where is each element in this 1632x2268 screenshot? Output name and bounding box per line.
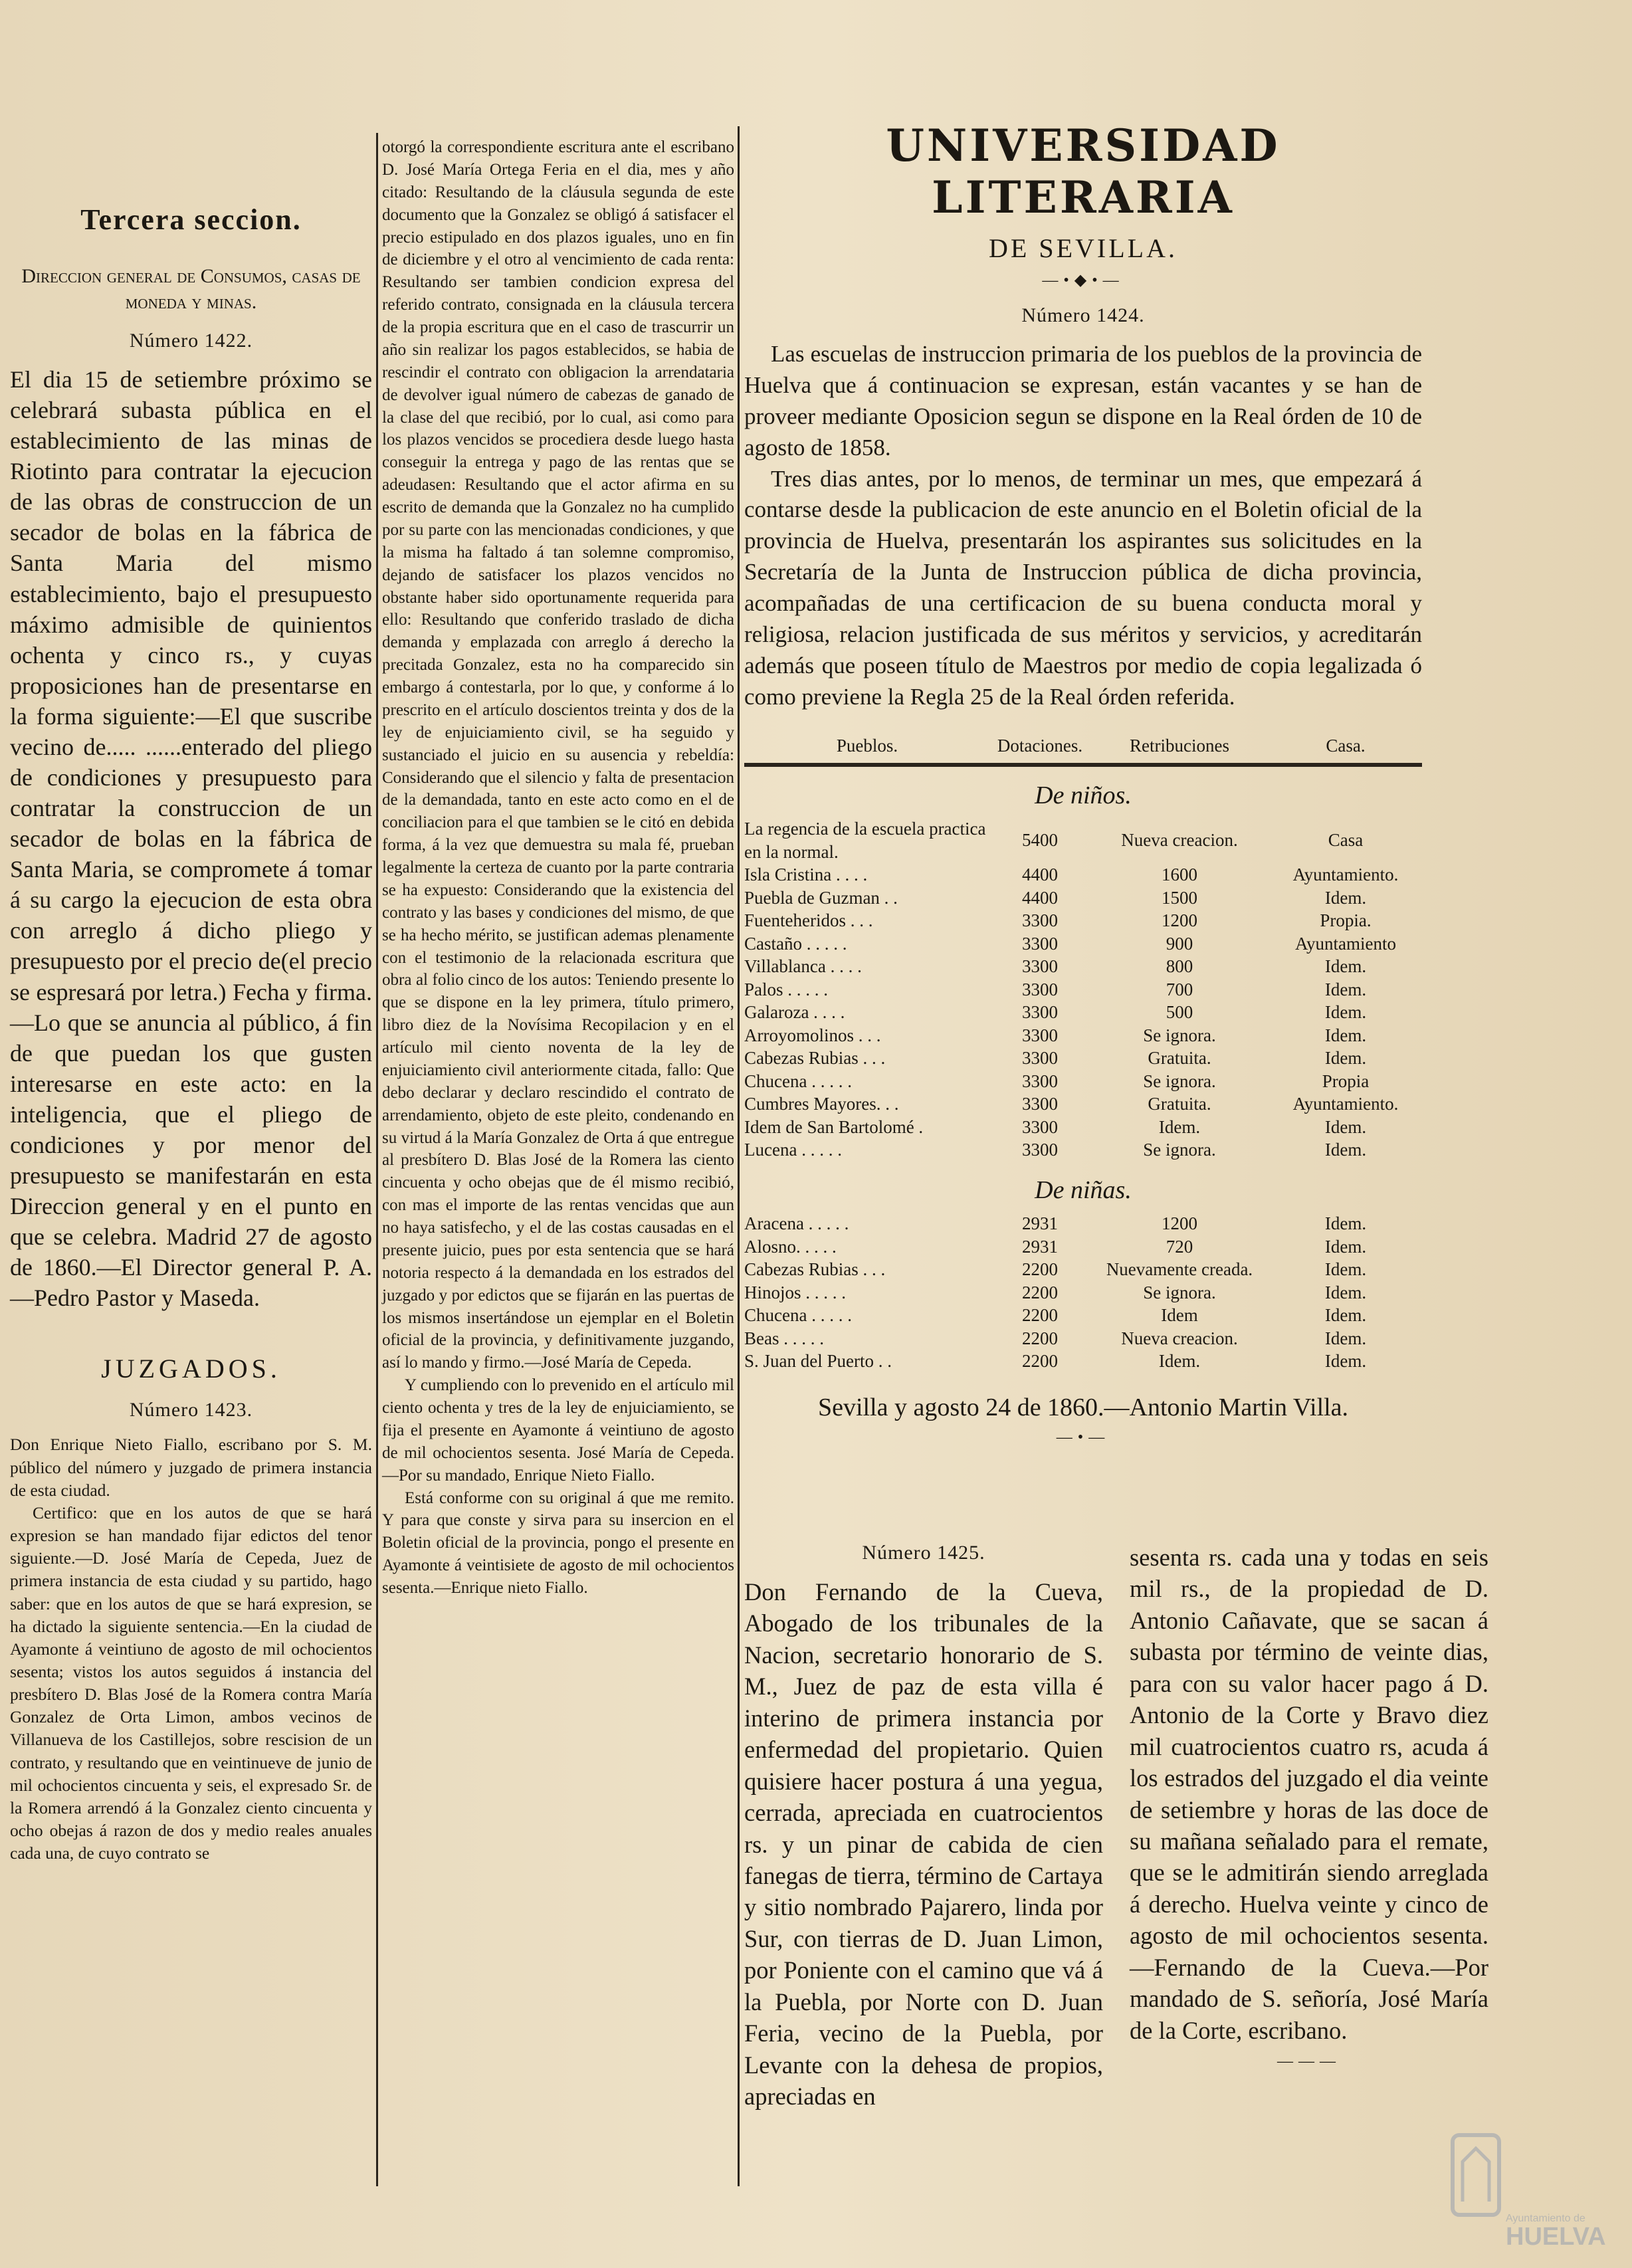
retribucion-cell: Se ignora. bbox=[1143, 1282, 1216, 1302]
notice-1425-col2 bbox=[1130, 1542, 1488, 2077]
retribucion-cell: 1200 bbox=[1162, 910, 1197, 931]
pueblo-cell: Chucena . . . . . bbox=[744, 1071, 852, 1091]
pueblo-cell: Fuenteheridos . . . bbox=[744, 910, 873, 931]
retribucion-cell: Idem. bbox=[1158, 1116, 1201, 1137]
retribucion-cell: Idem. bbox=[1158, 1351, 1201, 1372]
end-rule: ——— bbox=[1277, 2053, 1341, 2070]
table-row bbox=[744, 909, 1422, 932]
notice-number-1422: Número 1422. bbox=[129, 330, 253, 352]
casa-cell: Idem. bbox=[1324, 1259, 1367, 1280]
cueva-text-part2: sesenta rs. cada una y todas en seis mil rs., de la propiedad de D. Antonio Cañavate, que se sacan á subasta por término de veinte dias, para con su valor hacer pago á D. Antonio de la Corte y Bravo diez mil cuatrocientos cuatro rs, acuda á los estrados del juzgado el dia veinte de setiembre y horas de las doce de su mañana señalado para el remate, que se le admitirán siendo arreglada á derecho. Huelva veinte y cinco de agosto de mil ochocientos sesenta.—Fernando de la Cueva.—Por mandado de S. señoría, José María de la Corte, escribano. bbox=[1130, 1544, 1488, 2044]
left-column bbox=[10, 163, 372, 1865]
dotacion-cell: 3300 bbox=[1022, 956, 1058, 977]
dotacion-cell: 2931 bbox=[1022, 1213, 1058, 1234]
casa-cell: Propia. bbox=[1320, 910, 1372, 931]
dotacion-cell: 3300 bbox=[1022, 979, 1058, 999]
dotacion-cell: 3300 bbox=[1022, 1048, 1058, 1069]
plazo-paragraph: Tres dias antes, por lo menos, de terminar un mes, que empezará á contarse desde la publicacion de este anuncio en el Boletin oficial de la provincia de Huelva, presentarán los aspirantes sus solicitudes en la Secretaría de la Junta de Instruccion pública de dicha provincia, acompañadas de una certificacion de su buena conducta moral y religiosa, relacion justificada de sus méritos y servicios, y acreditarán además que poseen título de Maestros por medio de copia legalizada ó como previene la Regla 25 de la Real órden referida. bbox=[744, 465, 1422, 710]
seal-text-2: HUELVA bbox=[1506, 2223, 1606, 2251]
schools-table bbox=[744, 733, 1422, 1373]
pueblo-cell: Arroyomolinos . . . bbox=[744, 1025, 881, 1045]
pueblo-cell: Lucena . . . . . bbox=[744, 1140, 842, 1160]
dotacion-cell: 2200 bbox=[1022, 1305, 1058, 1326]
header-pueblos: Pueblos. bbox=[836, 735, 898, 756]
university-city: DE SEVILLA. bbox=[989, 233, 1177, 263]
category-ninos: De niños. bbox=[1035, 781, 1132, 809]
dotacion-cell: 3300 bbox=[1022, 933, 1058, 954]
table-row bbox=[744, 863, 1422, 886]
pueblo-cell: Puebla de Guzman . . bbox=[744, 887, 898, 908]
retribucion-cell: Nueva creacion. bbox=[1121, 1328, 1238, 1348]
pueblo-cell: Cabezas Rubias . . . bbox=[744, 1048, 886, 1069]
pueblo-cell: Alosno. . . . . bbox=[744, 1236, 837, 1257]
casa-cell: Idem. bbox=[1324, 979, 1367, 999]
casa-cell: Idem. bbox=[1324, 887, 1367, 908]
pueblo-cell: Villablanca . . . . bbox=[744, 956, 862, 977]
table-row bbox=[744, 978, 1422, 1001]
pueblo-cell: Idem de San Bartolomé . bbox=[744, 1116, 924, 1137]
direccion-heading: Direccion general de Consumos, casas de moneda y minas. bbox=[21, 265, 361, 313]
seal-text-1: Ayuntamiento de bbox=[1506, 2213, 1585, 2224]
retribucion-cell: Se ignora. bbox=[1143, 1140, 1216, 1160]
casa-cell: Idem. bbox=[1324, 1025, 1367, 1045]
table-row bbox=[744, 1212, 1422, 1235]
casa-cell: Idem. bbox=[1324, 1328, 1367, 1348]
pueblo-cell: Galaroza . . . . bbox=[744, 1002, 845, 1023]
retribucion-cell: 720 bbox=[1166, 1236, 1193, 1257]
pueblo-cell: Cabezas Rubias . . . bbox=[744, 1259, 886, 1280]
dotacion-cell: 3300 bbox=[1022, 1116, 1058, 1137]
table-row bbox=[744, 1047, 1422, 1070]
retribucion-cell: Se ignora. bbox=[1143, 1025, 1216, 1045]
university-title: UNIVERSIDAD LITERARIA bbox=[886, 120, 1280, 223]
table-row bbox=[744, 1304, 1422, 1327]
casa-cell: Ayuntamiento. bbox=[1292, 1094, 1399, 1114]
header-retribuciones: Retribuciones bbox=[1130, 735, 1229, 756]
casa-cell: Idem. bbox=[1324, 1282, 1367, 1302]
table-row bbox=[744, 1070, 1422, 1093]
conforme-paragraph: Está conforme con su original á que me remito. Y para que conste y sirva para su insercion en el Boletin oficial de la provincia, pongo el presente en Ayamonte á veintisiete de agosto de mil ochocientos sesenta.—Enrique nieto Fiallo. bbox=[382, 1489, 734, 1597]
seal-logo-icon bbox=[1439, 2122, 1612, 2255]
juzgados-heading: JUZGADOS. bbox=[101, 1354, 281, 1384]
header-casa: Casa. bbox=[1326, 735, 1366, 756]
retribucion-cell: 1500 bbox=[1162, 887, 1197, 908]
dotacion-cell: 3300 bbox=[1022, 910, 1058, 931]
pueblo-cell: Cumbres Mayores. . . bbox=[744, 1094, 899, 1114]
escuelas-paragraph: Las escuelas de instruccion primaria de los pueblos de la provincia de Huelva que á continuacion se expresan, están vacantes y se han de proveer mediante Oposicion segun se dispone en la Real órden de 10 de agosto de 1858. bbox=[744, 341, 1422, 461]
subasta-notice-text: El dia 15 de setiembre próximo se celebrará subasta pública en el establecimiento de las minas de Riotinto para contratar la ejecucion de las obras de construccion de un secador de bolas en la fábrica de Santa Maria del mismo establecimiento, bajo el presupuesto máximo admisible de quinientos ochenta y cinco rs., y cuyas proposiciones han de presentarse en la forma siguiente:—El que suscribe vecino de..... ......enterado del pliego de condiciones y presupuesto para contratar la construccion de un secador de bolas en la fábrica de Santa Maria, se compromete á tomar á su cargo la ejecucion de esta obra con arreglo á dicho pliego y presupuesto por el precio de(el precio se espresará por letra.) Fecha y firma.—Lo que se anuncia al público, á fin de que puedan los que gusten interesarse en este acto: en la inteligencia, que el pliego de condiciones y por menor del presupuesto se manifestarán en esta Direccion general y en el punto en que se celebra. Madrid 27 de agosto de 1860.—El Director general P. A.—Pedro Pastor y Maseda. bbox=[10, 366, 372, 1312]
table-row bbox=[744, 932, 1422, 956]
escribano-paragraph: Don Enrique Nieto Fiallo, escribano por S. M. público del número y juzgado de primera instancia de esta ciudad. bbox=[10, 1435, 372, 1500]
cueva-text-part1: Don Fernando de la Cueva, Abogado de los tribunales de la Nacion, secretario honorario de S. M., Juez de paz de esta villa é interino de primera instancia por enfermedad del propietario. Quien quisiere hacer postura á una yegua, cerrada, apreciada en cuatrocientos rs. y un pinar de cabida de cien fanegas de tierra, término de Cartaya y sitio nombrado Pajarero, linda por Sur, con tierras de D. Juan Limon, por Poniente con el camino que vá á la Puebla, por Norte con D. Juan Feria, vecino de la Puebla, por Levante con la dehesa de propios, apreciadas en bbox=[744, 1578, 1103, 2110]
notice-1425-col1 bbox=[744, 1542, 1103, 2112]
dotacion-cell: 3300 bbox=[1022, 1140, 1058, 1160]
casa-cell: Casa bbox=[1328, 830, 1364, 851]
pueblo-cell: Isla Cristina . . . . bbox=[744, 865, 868, 885]
notice-number-1423: Número 1423. bbox=[129, 1399, 253, 1421]
dotacion-cell: 3300 bbox=[1022, 1071, 1058, 1091]
pueblo-cell: S. Juan del Puerto . . bbox=[744, 1351, 892, 1372]
casa-cell: Idem. bbox=[1324, 1002, 1367, 1023]
pueblo-cell: Chucena . . . . . bbox=[744, 1305, 852, 1326]
casa-cell: Idem. bbox=[1324, 1048, 1367, 1069]
table-row bbox=[744, 1281, 1422, 1304]
university-notice bbox=[744, 120, 1422, 1453]
casa-cell: Idem. bbox=[1324, 1213, 1367, 1234]
table-row bbox=[744, 1092, 1422, 1116]
table-row bbox=[744, 1258, 1422, 1281]
casa-cell: Ayuntamiento bbox=[1295, 933, 1396, 954]
casa-cell: Ayuntamiento. bbox=[1292, 865, 1399, 885]
cumpliendo-paragraph: Y cumpliendo con lo prevenido en el artículo mil ciento ochenta y tres de la ley de enjuiciamiento, se fija el presente en Ayamonte á veintiuno de agosto de mil ochocientos sesenta. José María de Cepeda.—Por su mandado, Enrique Nieto Fiallo. bbox=[382, 1376, 734, 1485]
retribucion-cell: 700 bbox=[1166, 979, 1193, 999]
notice-number-1424: Número 1424. bbox=[1021, 304, 1145, 326]
dotacion-cell: 3300 bbox=[1022, 1094, 1058, 1114]
table-row bbox=[744, 1024, 1422, 1047]
huelva-seal bbox=[1439, 2122, 1612, 2255]
dotacion-cell: 2200 bbox=[1022, 1351, 1058, 1372]
casa-cell: Idem. bbox=[1324, 1236, 1367, 1257]
table-row bbox=[744, 817, 1422, 863]
pueblo-cell: Hinojos . . . . . bbox=[744, 1282, 847, 1302]
casa-cell: Idem. bbox=[1324, 1116, 1367, 1137]
retribucion-cell: 800 bbox=[1166, 956, 1193, 977]
middle-column bbox=[382, 136, 734, 1599]
dotacion-cell: 2931 bbox=[1022, 1236, 1058, 1257]
notice-number-1425: Número 1425. bbox=[862, 1542, 985, 1564]
dotacion-cell: 4400 bbox=[1022, 887, 1058, 908]
table-row bbox=[744, 1350, 1422, 1373]
signature-line: Sevilla y agosto 24 de 1860.—Antonio Martin Villa. bbox=[817, 1393, 1349, 1421]
pueblo-cell: Palos . . . . . bbox=[744, 979, 829, 999]
pueblo-cell: Castaño . . . . . bbox=[744, 933, 847, 954]
casa-cell: Idem. bbox=[1324, 1351, 1367, 1372]
casa-cell: Idem. bbox=[1324, 956, 1367, 977]
retribucion-cell: Se ignora. bbox=[1143, 1071, 1216, 1091]
category-ninas: De niñas. bbox=[1035, 1176, 1132, 1204]
retribucion-cell: Gratuita. bbox=[1148, 1094, 1211, 1114]
table-row bbox=[744, 955, 1422, 978]
casa-cell: Idem. bbox=[1324, 1305, 1367, 1326]
retribucion-cell: 1600 bbox=[1162, 865, 1197, 885]
retribucion-cell: 1200 bbox=[1162, 1213, 1197, 1234]
ornament-divider: —•◆•— bbox=[1042, 272, 1124, 289]
retribucion-cell: Idem bbox=[1161, 1305, 1198, 1326]
table-row bbox=[744, 1327, 1422, 1350]
table-row bbox=[744, 1001, 1422, 1024]
dotacion-cell: 2200 bbox=[1022, 1282, 1058, 1302]
retribucion-cell: Nueva creacion. bbox=[1121, 830, 1238, 851]
retribucion-cell: 900 bbox=[1166, 933, 1193, 954]
column-rule-1 bbox=[376, 133, 378, 2186]
pueblo-cell: Aracena . . . . . bbox=[744, 1213, 849, 1234]
retribucion-cell: 500 bbox=[1166, 1002, 1193, 1023]
table-row bbox=[744, 1116, 1422, 1139]
dotacion-cell: 2200 bbox=[1022, 1259, 1058, 1280]
casa-cell: Idem. bbox=[1324, 1140, 1367, 1160]
table-row bbox=[744, 1235, 1422, 1259]
ornament-small: —•— bbox=[1056, 1428, 1110, 1446]
column-rule-2 bbox=[738, 126, 740, 2186]
retribucion-cell: Gratuita. bbox=[1148, 1048, 1211, 1069]
pueblo-cell: Beas . . . . . bbox=[744, 1328, 824, 1348]
dotacion-cell: 4400 bbox=[1022, 865, 1058, 885]
table-row bbox=[744, 886, 1422, 910]
dotacion-cell: 5400 bbox=[1022, 830, 1058, 851]
dotacion-cell: 3300 bbox=[1022, 1002, 1058, 1023]
certifico-paragraph: Certifico: que en los autos de que se hará expresion se han mandado fijar edictos del tenor siguiente.—D. José María de Cepeda, Juez de primera instancia de esta ciudad y su partido, hago saber: que en los autos de que se hará expresion, se ha dictado la siguiente sentencia.—En la ciudad de Ayamonte á veintiuno de agosto de mil ochocientos sesenta; vistos los autos seguidos á instancia del presbítero D. Blas José de la Romera contra María Gonzalez de Orta Limon, ambos vecinos de Villanueva de los Castillejos, sobre rescision de un contrato, y resultando que en veintinueve de junio de mil ochocientos cincuenta y seis, el expresado Sr. de la Romera arrendó á la Gonzalez ciento cincuenta y ocho obejas á razon de dos y medio reales anuales cada una, de cuyo contrato se bbox=[10, 1502, 372, 1863]
dotacion-cell: 2200 bbox=[1022, 1328, 1058, 1348]
section-title: Tercera seccion. bbox=[80, 203, 302, 236]
retribucion-cell: Nuevamente creada. bbox=[1106, 1259, 1253, 1280]
header-dotaciones: Dotaciones. bbox=[997, 735, 1083, 756]
sentencia-paragraph: otorgó la correspondiente escritura ante el escribano D. José María Ortega Feria en el dia, mes y año citado: Resultando de la cláusula segunda de este documento que la Gonzalez se obligó á satisfacer el precio estipulado en dos plazos iguales, uno en fin de diciembre y el otro al vencimiento de cada renta: Resultando ser tambien condicion expresa del referido contrato, consignada en la cláusula tercera de la propia escritura que en el caso de trascurrir un año sin realizar los pagos establecidos, se habia de rescindir el contrato con obligacion la arrendataria de devolver igual número de cabezas de ganado de la clase del que recibió, por lo cual, asi como para los plazos vencidos se procediera desde luego hasta conseguir la entrega y pago de las rentas que se adeudasen: Resultando que el actor afirma en su escrito de demanda que la Gonzalez no ha cumplido por su parte con las mencionadas condiciones, y que la misma ha faltado á tan solemne compromiso, dejando de satisfacer los plazos vencidos no obstante haber sido oportunamente requerida para ello: Resultando que conferido traslado de dicha demanda y emplazada con arreglo á derecho la precitada Gonzalez, esta no ha comparecido sin embargo á contestarla, por lo que, y conforme á lo prescrito en el artículo doscientos treinta y dos de la ley de enjuiciamiento civil, se ha seguido y sustanciado el juicio en su ausencia y rebeldía: Considerando que el silencio y falta de presentacion de la demandada, tanto en este acto como en el de conciliacion para el que tambien se le citó en debida forma, á la vez que demuestra su mala fé, prueban legalmente la certeza de cuanto por la parte contraria se ha expuesto: Considerando que la existencia del contrato y las bases y condiciones del mismo, de que se ha hecho mérito, se justifican ademas plenamente con el testimonio de la relacionada escritura que obra al folio cinco de los autos: Teniendo presente lo que se dispone en la ley primera, título primero, libro diez de la Novísima Recopilacion y en el artículo mil ciento noventa de la ley de enjuiciamiento civil anteriormente citada, fallo: Que debo declarar y declaro rescindido el contrato de arrendamiento, objeto de este pleito, condenando en su virtud á la María Gonzalez de Orta á que entregue al presbítero D. Blas José de la Romera las ciento cincuenta y ocho obejas que de él mismo recibió, con mas el importe de las rentas vencidas que aun no haya satisfecho, y el de las costas causadas en el presente juicio, pues por esta sentencia que se hará notoria respecto á la demandada en los estrados del juzgado y por edictos que se fijarán en las puertas de los mismos insertándose un ejemplar en el Boletin oficial de la provincia, y definitivamente juzgando, así lo mando y firmo.—José María de Cepeda. bbox=[382, 138, 734, 1372]
casa-cell: Propia bbox=[1322, 1071, 1370, 1091]
pueblo-cell: La regencia de la escuela practica en la normal. bbox=[744, 819, 986, 862]
table-row bbox=[744, 1138, 1422, 1162]
dotacion-cell: 3300 bbox=[1022, 1025, 1058, 1045]
